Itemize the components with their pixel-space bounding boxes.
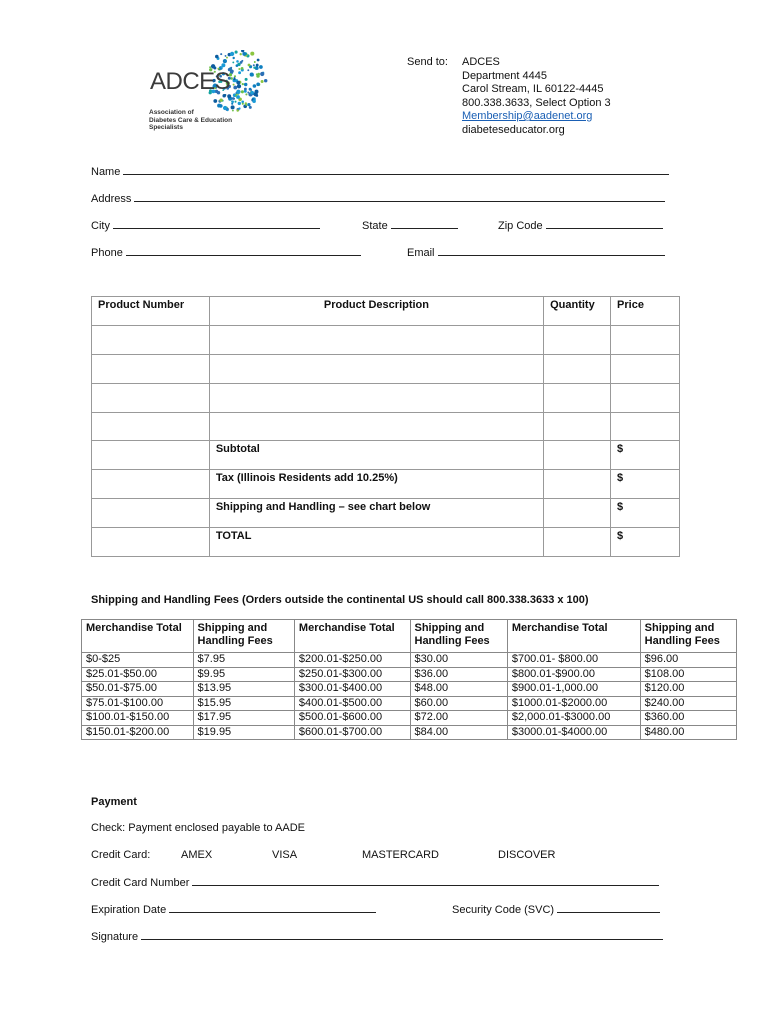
merchandise-range-cell: $400.01-$500.00 [294, 696, 410, 711]
email-field[interactable] [407, 245, 665, 259]
logo-dot [219, 99, 222, 102]
fee-cell: $480.00 [640, 725, 736, 740]
logo-dot [250, 73, 254, 77]
table-header-row [92, 297, 680, 326]
logo-dot [247, 69, 249, 71]
merchandise-range-cell: $700.01- $800.00 [507, 653, 640, 668]
logo-dot [241, 90, 244, 93]
logo-dot [230, 52, 234, 56]
table-cell[interactable] [209, 325, 543, 354]
table-row [82, 696, 737, 711]
logo-dot [247, 103, 250, 106]
logo-dot [252, 99, 256, 103]
card-number-field[interactable] [91, 875, 659, 889]
price-header: Price [611, 297, 680, 326]
website-text: diabeteseducator.org [462, 123, 565, 136]
merchandise-range-cell: $75.01-$100.00 [82, 696, 194, 711]
logo-dot [241, 67, 244, 70]
city-field[interactable] [91, 218, 320, 232]
state-label: State [362, 220, 388, 232]
tax-price[interactable]: $ [611, 470, 680, 499]
table-row [82, 725, 737, 740]
table-cell[interactable] [611, 354, 680, 383]
security-code-line[interactable] [557, 902, 660, 913]
logo-dot [215, 55, 219, 59]
table-cell[interactable] [209, 412, 543, 441]
expiration-field[interactable] [91, 902, 376, 916]
logo-dot [253, 66, 255, 68]
logo-dot [223, 59, 227, 63]
logo-dot [234, 75, 236, 77]
merchandise-range-cell: $500.01-$600.00 [294, 711, 410, 726]
zip-field[interactable] [498, 218, 663, 232]
logo-dot [250, 91, 254, 95]
logo-dot [231, 100, 234, 103]
logo-dot [233, 57, 235, 59]
email-line[interactable] [438, 245, 665, 256]
table-row [92, 412, 680, 441]
table-cell[interactable] [209, 383, 543, 412]
signature-label: Signature [91, 931, 139, 943]
signature-field[interactable] [91, 929, 663, 943]
table-row [92, 354, 680, 383]
logo-dot [253, 84, 257, 88]
logo-dot [244, 83, 247, 86]
card-number-line[interactable] [192, 875, 659, 886]
fee-cell: $60.00 [410, 696, 507, 711]
table-row [82, 653, 737, 668]
fee-cell: $96.00 [640, 653, 736, 668]
merchandise-range-cell: $300.01-$400.00 [294, 682, 410, 697]
logo-dot [236, 90, 240, 94]
card-mastercard[interactable]: MASTERCARD [362, 849, 440, 861]
address-line: ADCES [462, 56, 500, 68]
logo-dot [256, 82, 260, 86]
product-description-header: Product Description [209, 297, 543, 326]
merchandise-range-cell: $150.01-$200.00 [82, 725, 194, 740]
logo-dot [241, 50, 244, 52]
total-label: TOTAL [209, 528, 543, 557]
table-row [82, 682, 737, 697]
logo-dot [245, 93, 247, 95]
address-line: 800.338.3633, Select Option 3 [462, 96, 611, 109]
logo-dot [238, 71, 241, 74]
fee-cell: $48.00 [410, 682, 507, 697]
membership-email-link[interactable]: Membership@aadenet.org [462, 110, 593, 122]
product-number-header: Product Number [92, 297, 210, 326]
email-label: Email [407, 247, 435, 259]
table-cell[interactable] [92, 354, 210, 383]
state-line[interactable] [391, 218, 458, 229]
shipping-header-row [82, 620, 737, 653]
shipping-row [92, 499, 680, 528]
state-field[interactable] [362, 218, 458, 232]
logo-dot [247, 92, 249, 94]
logo-dot [226, 57, 228, 59]
logo-dot [242, 103, 244, 105]
card-amex[interactable]: AMEX [181, 849, 213, 861]
name-label: Name [91, 166, 121, 178]
logo-dot [238, 102, 241, 105]
product-order-table [91, 296, 680, 557]
logo-dot [241, 100, 244, 103]
logo-dot [250, 52, 254, 56]
merchandise-range-cell: $25.01-$50.00 [82, 667, 194, 682]
logo-subtitle [149, 109, 269, 132]
logo-dot [259, 65, 263, 69]
table-cell[interactable] [92, 383, 210, 412]
check-option: Check: Payment enclosed payable to AADE [91, 822, 306, 834]
logo-dot [250, 89, 252, 91]
table-cell[interactable] [544, 383, 611, 412]
address-line: Carol Stream, IL 60122-4445 [462, 83, 604, 95]
merchandise-range-cell: $0-$25 [82, 653, 194, 668]
handling-fees-header: Shipping and Handling Fees [193, 620, 294, 653]
table-cell[interactable] [544, 325, 611, 354]
shipping-price[interactable]: $ [611, 499, 680, 528]
shipping-fees-table [81, 619, 737, 740]
card-number-label: Credit Card Number [91, 877, 190, 889]
subtotal-row [92, 441, 680, 470]
merchandise-range-cell: $250.01-$300.00 [294, 667, 410, 682]
logo-dot [256, 64, 259, 67]
mailing-address [462, 56, 611, 137]
table-cell[interactable] [92, 325, 210, 354]
logo-dot [230, 69, 234, 73]
send-to-label: Send to: [407, 56, 448, 68]
quantity-header: Quantity [544, 297, 611, 326]
logo-text: ADCES [150, 68, 231, 95]
shipping-label: Shipping and Handling – see chart below [209, 499, 543, 528]
expiration-label: Expiration Date [91, 904, 167, 916]
credit-card-label: Credit Card: [91, 849, 151, 861]
logo-dot [254, 61, 256, 63]
fee-cell: $19.95 [193, 725, 294, 740]
security-code-field[interactable] [452, 902, 660, 916]
merchandise-range-cell: $200.01-$250.00 [294, 653, 410, 668]
logo-dot [260, 72, 264, 76]
payment-heading: Payment [91, 796, 137, 808]
logo-dot [253, 64, 255, 66]
logo-dot [244, 88, 247, 91]
logo-dot [264, 79, 267, 82]
fee-cell: $17.95 [193, 711, 294, 726]
phone-line[interactable] [126, 245, 361, 256]
fee-cell: $9.95 [193, 667, 294, 682]
logo-sub-line: Association of [149, 109, 194, 116]
logo-dot [245, 78, 248, 81]
fee-cell: $15.95 [193, 696, 294, 711]
logo-dot [257, 73, 260, 76]
shipping-fees-title: Shipping and Handling Fees (Orders outside the continental US should call 800.338.3633 x 100) [91, 594, 589, 606]
table-row [82, 711, 737, 726]
table-cell[interactable] [92, 412, 210, 441]
fee-cell: $30.00 [410, 653, 507, 668]
logo-dot [233, 78, 235, 80]
merchandise-range-cell: $1000.01-$2000.00 [507, 696, 640, 711]
city-label: City [91, 220, 110, 232]
fee-cell: $84.00 [410, 725, 507, 740]
tax-row [92, 470, 680, 499]
logo-dot [261, 80, 264, 83]
logo-wordmark [150, 68, 230, 96]
fee-cell: $240.00 [640, 696, 736, 711]
merchandise-range-cell: $2,000.01-$3000.00 [507, 711, 640, 726]
total-row [92, 528, 680, 557]
logo-dot [225, 55, 227, 57]
table-row [92, 325, 680, 354]
address-field[interactable] [91, 191, 665, 205]
logo-dot [217, 104, 221, 108]
merchandise-range-cell: $3000.01-$4000.00 [507, 725, 640, 740]
logo-dot [242, 52, 246, 56]
zip-line[interactable] [546, 218, 663, 229]
logo-dot [256, 94, 259, 97]
logo-dot [236, 81, 240, 85]
logo-dot [242, 83, 244, 85]
security-code-label: Security Code (SVC) [452, 904, 555, 916]
logo-dot [235, 51, 238, 54]
merchandise-total-header: Merchandise Total [507, 620, 640, 653]
total-price[interactable]: $ [611, 528, 680, 557]
expiration-line[interactable] [169, 902, 376, 913]
table-cell[interactable] [544, 354, 611, 383]
city-line[interactable] [113, 218, 320, 229]
fee-cell: $36.00 [410, 667, 507, 682]
logo-dot [235, 95, 237, 97]
logo-dot [240, 61, 243, 64]
table-row [82, 667, 737, 682]
signature-line[interactable] [141, 929, 663, 940]
zip-label: Zip Code [498, 220, 543, 232]
fee-cell: $72.00 [410, 711, 507, 726]
table-cell[interactable] [611, 412, 680, 441]
fee-cell: $13.95 [193, 682, 294, 697]
card-discover[interactable]: DISCOVER [498, 849, 556, 861]
logo-dot [213, 99, 217, 103]
merchandise-range-cell: $900.01-1,000.00 [507, 682, 640, 697]
phone-field[interactable] [91, 245, 361, 259]
logo-dot [240, 53, 242, 55]
merchandise-total-header: Merchandise Total [294, 620, 410, 653]
logo-dot [237, 84, 241, 88]
logo-dot [232, 61, 234, 63]
subtotal-label: Subtotal [209, 441, 543, 470]
table-cell[interactable] [611, 325, 680, 354]
subtotal-price[interactable]: $ [611, 441, 680, 470]
logo-dot [236, 60, 239, 63]
card-visa[interactable]: VISA [272, 849, 298, 861]
logo-dot [248, 64, 251, 67]
fee-cell: $108.00 [640, 667, 736, 682]
logo-dot [236, 64, 239, 67]
logo-sub-line: Diabetes Care & Education [149, 116, 233, 124]
fee-cell: $360.00 [640, 711, 736, 726]
logo-dot [245, 104, 247, 106]
logo-dot [231, 103, 233, 105]
handling-fees-header: Shipping and Handling Fees [410, 620, 507, 653]
table-cell[interactable] [611, 383, 680, 412]
merchandise-range-cell: $600.01-$700.00 [294, 725, 410, 740]
merchandise-total-header: Merchandise Total [82, 620, 194, 653]
logo-dot [257, 59, 260, 62]
fee-cell: $7.95 [193, 653, 294, 668]
table-cell[interactable] [209, 354, 543, 383]
logo-dot [230, 67, 232, 69]
logo-dot [234, 101, 236, 103]
logo-dot [238, 68, 240, 70]
address-line: Department 4445 [462, 69, 547, 82]
logo-dot [233, 86, 237, 90]
logo-dot [233, 84, 235, 86]
tax-label: Tax (Illinois Residents add 10.25%) [209, 470, 543, 499]
merchandise-range-cell: $50.01-$75.00 [82, 682, 194, 697]
phone-label: Phone [91, 247, 123, 259]
name-line[interactable] [123, 164, 669, 175]
table-row [92, 383, 680, 412]
logo-dot [221, 63, 225, 67]
merchandise-range-cell: $800.01-$900.00 [507, 667, 640, 682]
name-field[interactable] [91, 164, 669, 178]
address-line-input[interactable] [134, 191, 665, 202]
table-cell[interactable] [544, 412, 611, 441]
merchandise-range-cell: $100.01-$150.00 [82, 711, 194, 726]
logo-sub-line: Specialists [149, 124, 183, 131]
address-label: Address [91, 193, 132, 205]
handling-fees-header: Shipping and Handling Fees [640, 620, 736, 653]
fee-cell: $120.00 [640, 682, 736, 697]
logo-dot [220, 53, 222, 55]
